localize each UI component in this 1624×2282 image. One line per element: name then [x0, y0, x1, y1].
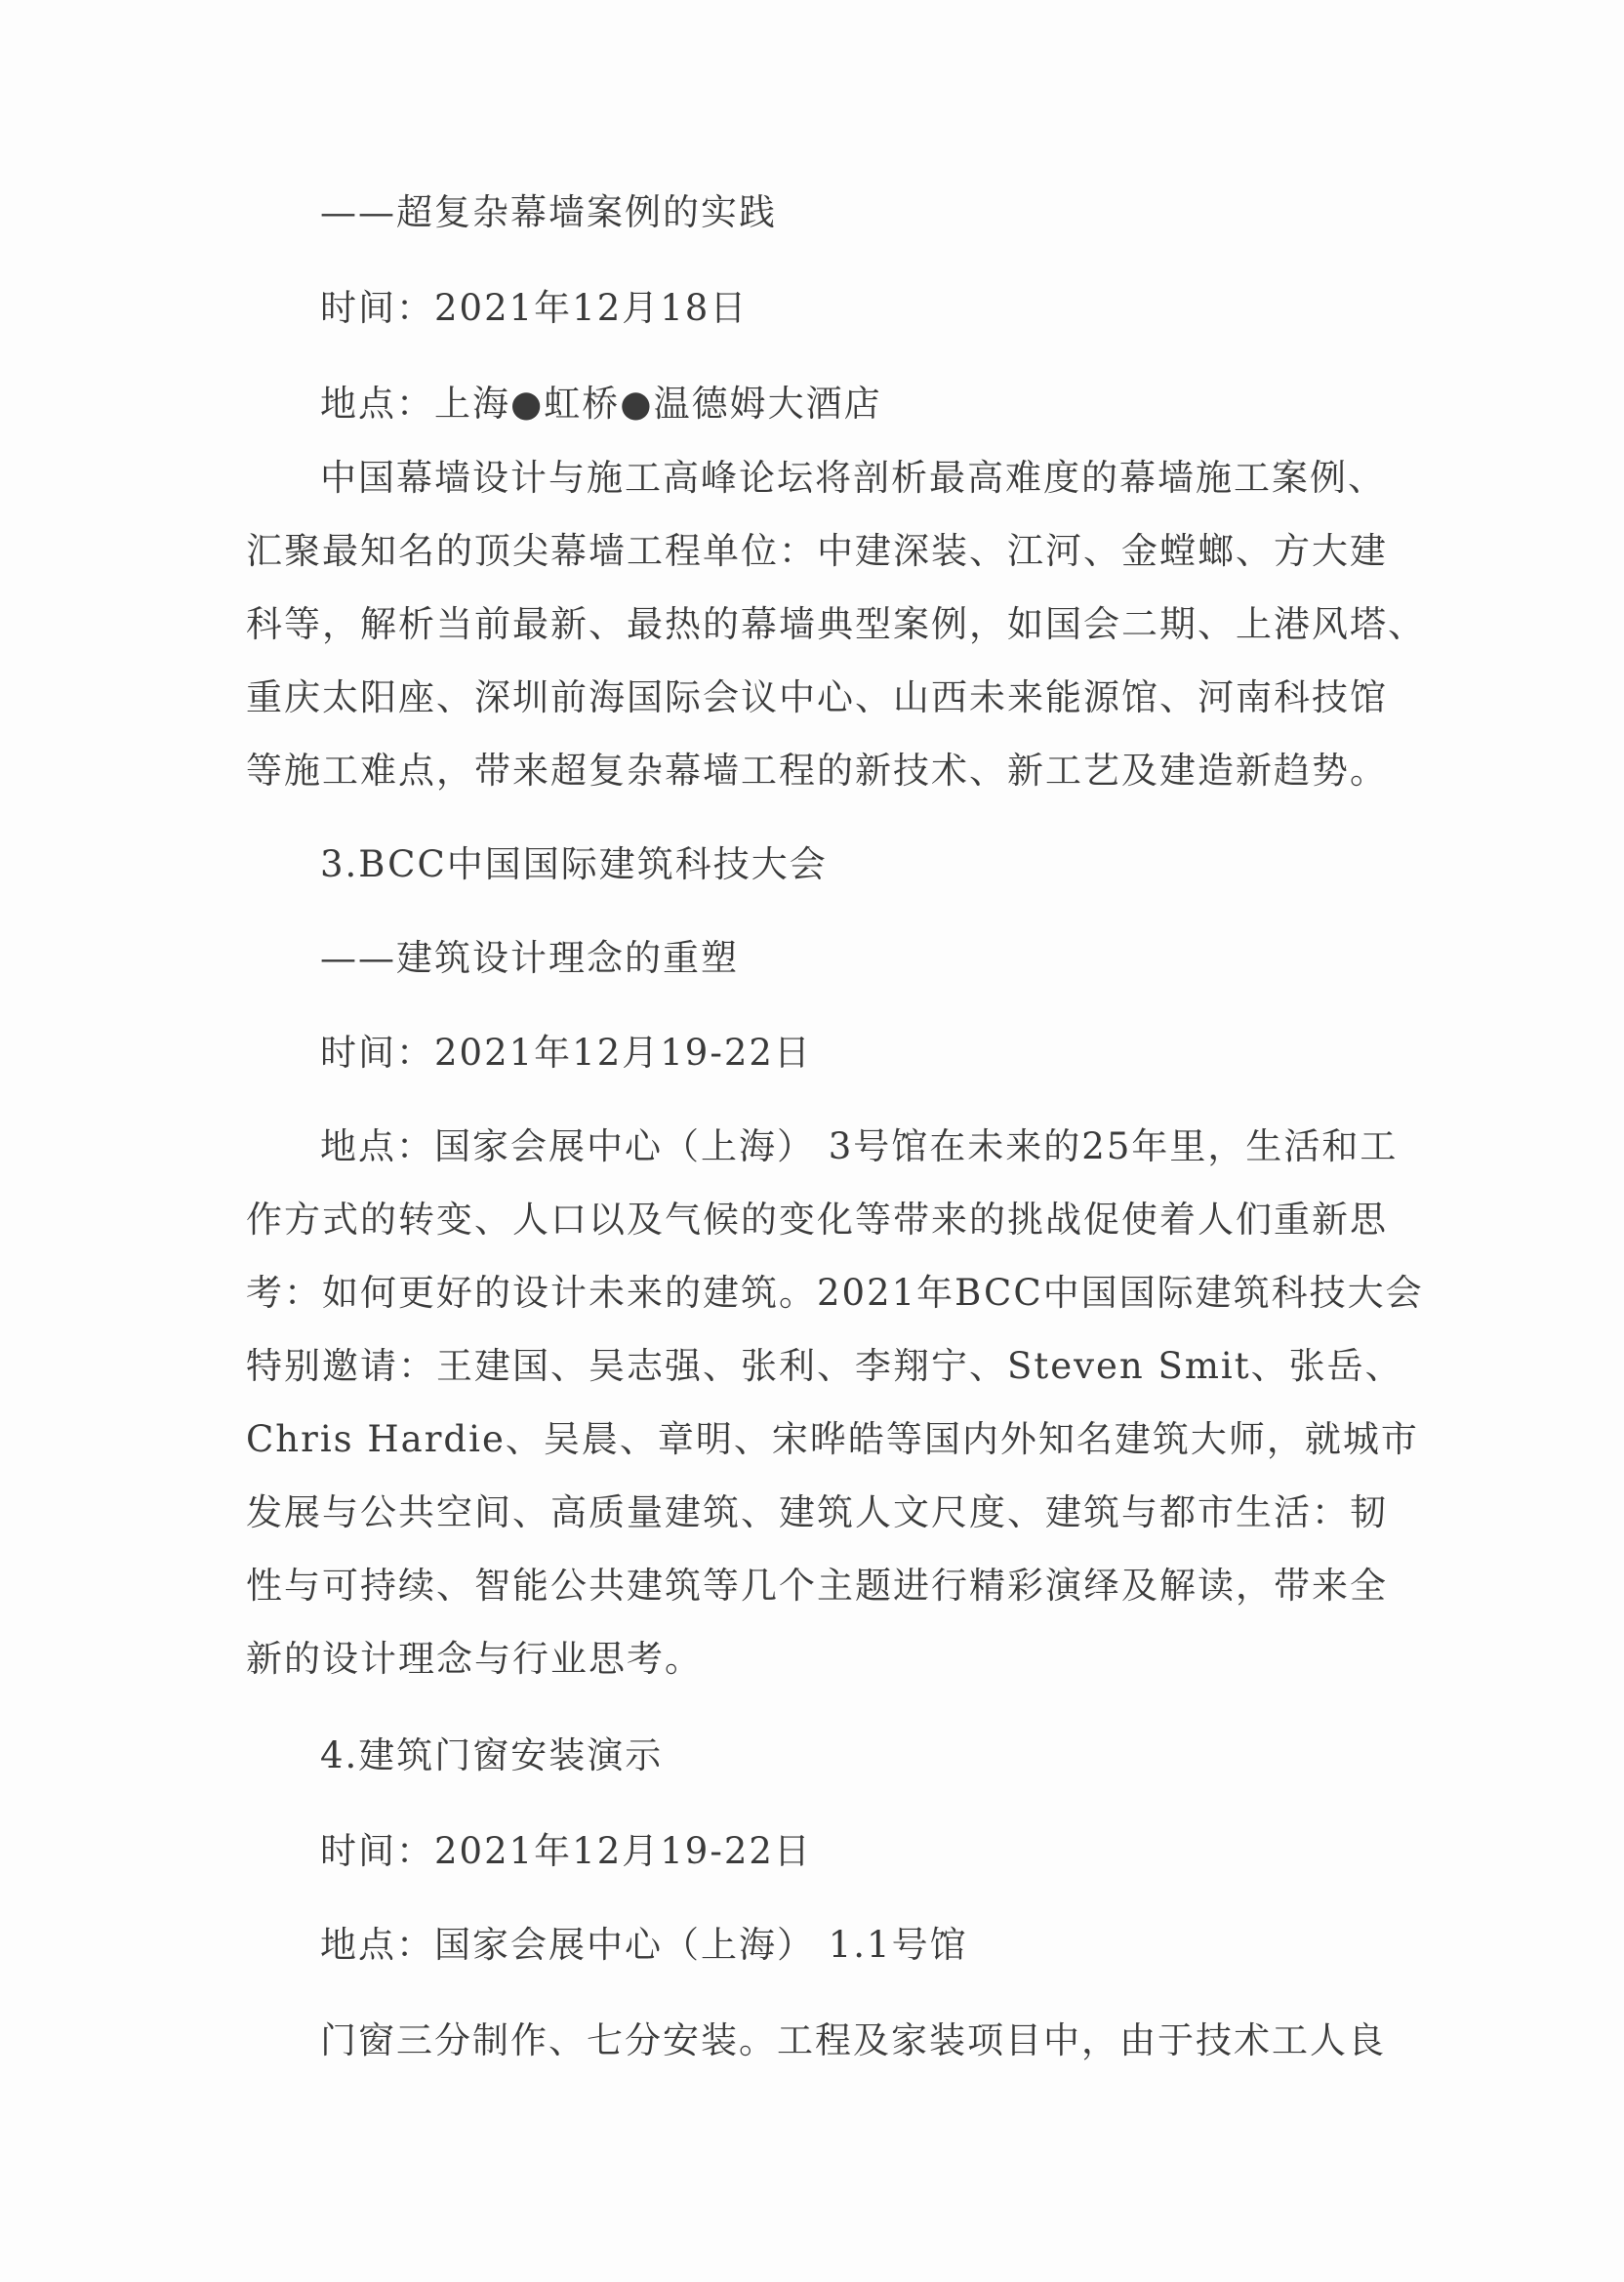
section3-body-line: 新的设计理念与行业思考。 — [246, 1638, 703, 1680]
section3-body-line: 地点：国家会展中心（上海） 3号馆在未来的25年里，生活和工 — [320, 1125, 1399, 1167]
section3-body-line: 特别邀请：王建国、吴志强、张利、李翔宁、Steven Smit、张岳、 — [246, 1345, 1403, 1387]
section3-subtitle: ——建筑设计理念的重塑 — [320, 937, 739, 979]
section3-body-line: 考：如何更好的设计未来的建筑。2021年BCC中国国际建筑科技大会 — [246, 1272, 1424, 1314]
section3-body-line: 作方式的转变、人口以及气候的变化等带来的挑战促使着人们重新思 — [246, 1199, 1388, 1241]
section2-subtitle: ——超复杂幕墙案例的实践 — [320, 191, 777, 233]
section3-time: 时间：2021年12月19-22日 — [320, 1032, 812, 1074]
section2-body-line: 等施工难点，带来超复杂幕墙工程的新技术、新工艺及建造新趋势。 — [246, 750, 1388, 792]
section4-title: 4.建筑门窗安装演示 — [320, 1734, 664, 1776]
section4-place: 地点：国家会展中心（上海） 1.1号馆 — [320, 1924, 968, 1966]
section2-body-line: 中国幕墙设计与施工高峰论坛将剖析最高难度的幕墙施工案例、 — [320, 457, 1386, 499]
section3-body-line: 性与可持续、智能公共建筑等几个主题进行精彩演绎及解读，带来全 — [246, 1565, 1388, 1607]
section2-body-line: 重庆太阳座、深圳前海国际会议中心、山西未来能源馆、河南科技馆 — [246, 676, 1388, 718]
section3-title: 3.BCC中国国际建筑科技大会 — [320, 843, 828, 885]
section2-body-line: 科等，解析当前最新、最热的幕墙典型案例，如国会二期、上港风塔、 — [246, 603, 1426, 645]
section2-body-line: 汇聚最知名的顶尖幕墙工程单位：中建深装、江河、金螳螂、方大建 — [246, 530, 1388, 572]
section3-body-line: Chris Hardie、吴晨、章明、宋晔皓等国内外知名建筑大师，就城市 — [246, 1418, 1419, 1460]
section4-time: 时间：2021年12月19-22日 — [320, 1830, 812, 1872]
section2-place: 地点：上海●虹桥●温德姆大酒店 — [320, 383, 882, 425]
section2-time: 时间：2021年12月18日 — [320, 287, 749, 329]
section4-body-line: 门窗三分制作、七分安装。工程及家装项目中，由于技术工人良 — [320, 2019, 1386, 2061]
section3-body-line: 发展与公共空间、高质量建筑、建筑人文尺度、建筑与都市生活：韧 — [246, 1491, 1388, 1533]
